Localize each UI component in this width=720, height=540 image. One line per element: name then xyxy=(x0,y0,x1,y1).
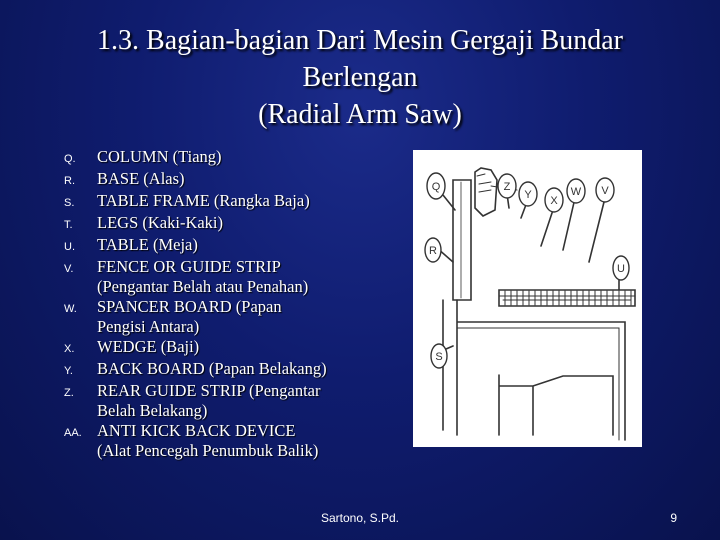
list-item-text xyxy=(97,381,409,421)
list-marker: W. xyxy=(64,303,77,315)
list-item-text xyxy=(97,337,409,357)
list-item-line: ANTI KICK BACK DEVICE xyxy=(97,421,296,440)
list-item-line: (Alat Pencegah Penumbuk Balik) xyxy=(97,441,319,460)
list-item-line: BACK BOARD (Papan Belakang) xyxy=(97,359,327,378)
list-item xyxy=(64,169,409,191)
list-item-text xyxy=(97,297,409,337)
list-item-line: TABLE (Meja) xyxy=(97,235,198,254)
list-item xyxy=(64,337,409,359)
list-item-text xyxy=(97,213,409,233)
list-marker: S. xyxy=(64,197,75,209)
legs-drawing xyxy=(499,375,613,435)
title-line-3: (Radial Arm Saw) xyxy=(258,99,462,130)
list-item-text xyxy=(97,421,409,461)
fence-drawing xyxy=(499,296,635,300)
callout-label: Z xyxy=(503,181,511,193)
list-item xyxy=(64,191,409,213)
list-marker: Z. xyxy=(64,387,74,399)
list-item-text xyxy=(97,235,409,255)
table-frame-drawing xyxy=(443,300,625,440)
list-item-line: SPANCER BOARD (Papan xyxy=(97,297,282,316)
footer-author: Sartono, S.Pd. xyxy=(320,511,400,525)
list-item-line: Belah Belakang) xyxy=(97,401,208,420)
list-item xyxy=(64,235,409,257)
list-item-line: WEDGE (Baji) xyxy=(97,337,200,356)
list-item-text xyxy=(97,191,409,211)
page-number: 9 xyxy=(670,511,677,525)
list-item xyxy=(64,381,409,421)
list-item xyxy=(64,359,409,381)
radial-arm-saw-drawing xyxy=(413,150,642,447)
callout-label: S xyxy=(435,351,443,363)
list-item-line: BASE (Alas) xyxy=(97,169,185,188)
list-marker: T. xyxy=(64,219,73,231)
callout-label: Q xyxy=(431,181,441,193)
list-marker: R. xyxy=(64,175,75,187)
callout-label: X xyxy=(550,195,558,207)
list-item-text xyxy=(97,169,409,189)
callout-label: W xyxy=(570,186,582,198)
callout-label: R xyxy=(429,245,437,257)
list-item xyxy=(64,147,409,169)
slide-title xyxy=(30,22,690,133)
list-item-text xyxy=(97,147,409,167)
callout-label: Y xyxy=(524,189,532,201)
list-item-line: (Pengantar Belah atau Penahan) xyxy=(97,277,309,296)
list-marker: Y. xyxy=(64,365,73,377)
list-marker: AA. xyxy=(64,427,82,439)
column-drawing xyxy=(453,180,471,300)
list-item xyxy=(64,421,409,461)
list-item xyxy=(64,297,409,337)
list-marker: X. xyxy=(64,343,75,355)
list-item-line: COLUMN (Tiang) xyxy=(97,147,222,166)
callout-label: V xyxy=(601,185,609,197)
title-line-2: Berlengan xyxy=(302,62,418,93)
list-item-text xyxy=(97,257,409,297)
list-marker: U. xyxy=(64,241,75,253)
list-item-line: TABLE FRAME (Rangka Baja) xyxy=(97,191,310,210)
list-item-line: Pengisi Antara) xyxy=(97,317,200,336)
radial-arm-saw-figure xyxy=(413,150,642,447)
list-item-line: LEGS (Kaki-Kaki) xyxy=(97,213,224,232)
list-marker: Q. xyxy=(64,153,76,165)
list-marker: V. xyxy=(64,263,74,275)
callout-label: U xyxy=(617,263,625,275)
title-line-1: 1.3. Bagian-bagian Dari Mesin Gergaji Bundar xyxy=(97,25,623,56)
list-item-line: FENCE OR GUIDE STRIP xyxy=(97,257,281,276)
list-item-line: REAR GUIDE STRIP (Pengantar xyxy=(97,381,321,400)
parts-list xyxy=(64,147,409,461)
list-item-text xyxy=(97,359,409,379)
list-item xyxy=(64,213,409,235)
list-item xyxy=(64,257,409,297)
table-drawing xyxy=(499,290,635,306)
